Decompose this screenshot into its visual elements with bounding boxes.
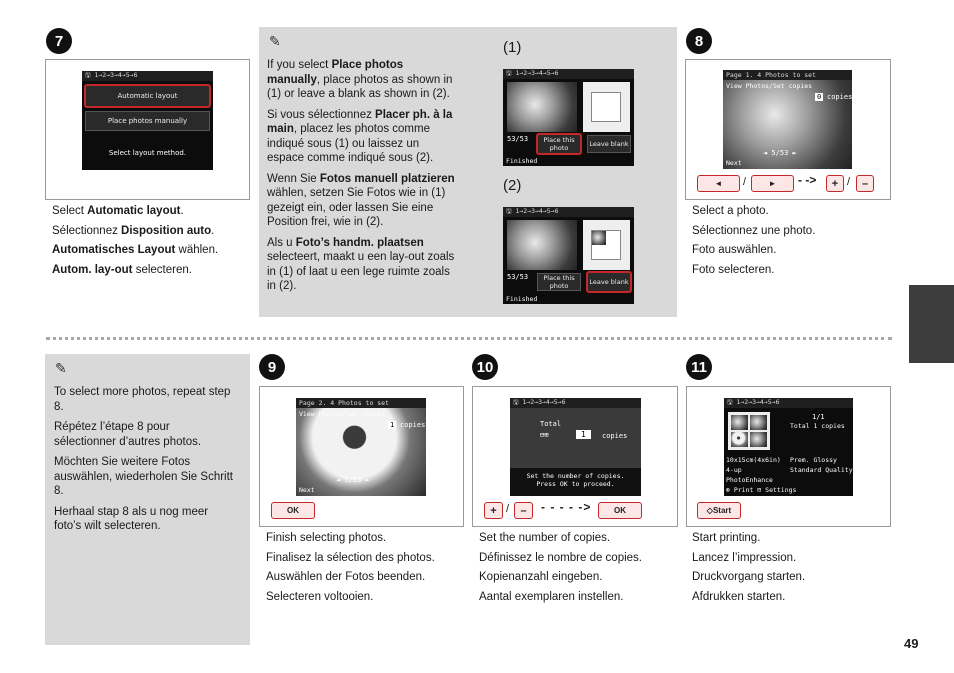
note-para: To select more photos, repeat step 8. xyxy=(54,386,231,413)
caption-line: Lancez l’impression. xyxy=(692,551,797,564)
caption-line: Selecteren voltooien. xyxy=(266,590,374,603)
note-box-repeat xyxy=(45,354,250,645)
step-11-lcd xyxy=(724,398,853,496)
copies-label: copies xyxy=(400,421,426,429)
lcd-header: 🖫 1→2→3→4→5→6 xyxy=(724,398,853,408)
slash: / xyxy=(847,176,851,188)
caption-line: Automatisches Layout wählen. xyxy=(52,244,219,256)
leave-blank-button[interactable]: Leave blank xyxy=(587,135,631,153)
copies-value: 0 xyxy=(817,93,822,101)
start-icon: ◇ xyxy=(706,506,713,515)
page-number: 49 xyxy=(904,636,919,651)
step-10-frame xyxy=(472,386,678,527)
note-box-manual-layout xyxy=(259,27,677,317)
copies-value: 1 xyxy=(390,421,395,429)
paper-type: Prem. Glossy xyxy=(790,456,837,464)
note-para: Herhaal stap 8 als u nog meer foto’s wilt selecteren. xyxy=(54,505,209,532)
step-11-badge: 11 xyxy=(686,354,712,380)
layout-preview xyxy=(583,82,630,132)
note-para: Möchten Sie weitere Fotos auswählen, wiederholen Sie Schritt 8. xyxy=(54,456,233,497)
caption-line: Afdrukken starten. xyxy=(692,590,786,603)
lcd-subheader: View Photos/Set copies xyxy=(299,410,386,418)
step-7-frame xyxy=(45,59,250,200)
label-1: (1) xyxy=(503,39,522,56)
copies-label: copies xyxy=(827,93,853,101)
place-this-photo-button[interactable]: Place this photo xyxy=(537,273,581,291)
caption-line: Aantal exemplaren instellen. xyxy=(479,590,624,603)
note-text xyxy=(267,58,457,300)
place-this-photo-button[interactable]: Place this photo xyxy=(536,133,582,155)
plus-key[interactable]: + xyxy=(826,175,844,192)
counter: 53/53 xyxy=(507,273,529,281)
lcd-message: Press OK to proceed. xyxy=(536,480,615,488)
step-8-frame xyxy=(685,59,891,200)
note-para: Répétez l’étape 8 pour sélectionner d’autres photos. xyxy=(54,421,202,448)
dashed-arrow-icon: - - - - -> xyxy=(541,500,592,514)
lcd-header: Page 2. 4 Photos to set xyxy=(296,398,426,408)
lcd-footer: Finished xyxy=(506,295,538,303)
caption-line: Finish selecting photos. xyxy=(266,532,387,544)
step-8-badge: 8 xyxy=(686,28,712,54)
section-tab xyxy=(909,285,954,363)
copies-label: copies xyxy=(602,432,628,440)
preview-photo xyxy=(507,220,577,270)
screen-1-lcd xyxy=(503,69,634,166)
note-para: Als u Foto’s handm. plaatsen selecteert, maakt u een lay-out zoals in (1) of laat u een lege ruimte zoals in (2). xyxy=(267,236,455,292)
lcd-footer: Finished xyxy=(506,157,538,165)
caption-line: Autom. lay-out selecteren. xyxy=(52,263,192,276)
note-text xyxy=(54,385,234,540)
placed-photo-thumb xyxy=(592,231,606,245)
quality-value: Standard Quality xyxy=(790,466,853,474)
caption-line: Select Automatic layout. xyxy=(52,205,184,217)
dashed-arrow-icon: - -> xyxy=(798,173,817,187)
counter: 53/53 xyxy=(507,135,529,143)
step-10-badge: 10 xyxy=(472,354,498,380)
layout-preview xyxy=(728,412,770,450)
left-arrow-key[interactable]: ◄ xyxy=(697,175,740,192)
thumb-2 xyxy=(750,415,767,430)
message-area xyxy=(510,468,641,496)
step-7-lcd xyxy=(82,71,213,170)
note-para: Si vous sélectionnez Placer ph. à la main, placez les photos comme indiqué sous (1) ou laissez un espace comme indiqué sous (2). xyxy=(267,108,453,164)
page-count: 1/1 xyxy=(812,413,825,421)
lcd-header: 🖫 1→2→3→4→5→6 xyxy=(503,207,634,217)
lcd-header: 🖫 1→2→3→4→5→6 xyxy=(503,69,634,79)
photo-counter: ◄ 5/53 ► xyxy=(763,149,797,157)
automatic-layout-option[interactable]: Automatic layout xyxy=(84,84,211,108)
step-7-caption xyxy=(52,202,247,280)
lcd-footer: Select layout method. xyxy=(108,149,187,157)
step-11-frame xyxy=(686,386,891,527)
slash: / xyxy=(506,503,510,515)
caption-line: Foto auswählen. xyxy=(692,244,777,256)
thumb-1 xyxy=(731,415,748,430)
step-7-badge: 7 xyxy=(46,28,72,54)
minus-key[interactable]: – xyxy=(856,175,874,192)
caption-line: Sélectionnez Disposition auto. xyxy=(52,224,215,237)
dotted-separator xyxy=(46,337,892,340)
thumb-3 xyxy=(731,432,748,447)
slash: / xyxy=(743,176,747,188)
label-2: (2) xyxy=(503,177,522,194)
lcd-header: 🖫 1→2→3→4→5→6 xyxy=(510,398,641,408)
photo-counter: ◄ 5/53 ► xyxy=(336,476,370,484)
caption-line: Finalisez la sélection des photos. xyxy=(266,551,435,564)
lcd-footer: ⊛ Print ⊟ Settings xyxy=(726,486,797,494)
plus-key[interactable]: + xyxy=(484,502,503,519)
caption-line: Définissez le nombre de copies. xyxy=(479,551,642,564)
minus-key[interactable]: – xyxy=(514,502,533,519)
total-label: Total xyxy=(540,420,562,428)
caption-line: Set the number of copies. xyxy=(479,532,611,544)
step-9-badge: 9 xyxy=(259,354,285,380)
note-para: If you select Place photos manually, place photos as shown in (1) or leave a blank as shown in (2). xyxy=(267,59,453,100)
step-9-caption xyxy=(266,529,461,607)
note-para: Wenn Sie Fotos manuell platzieren wählen, setzen Sie Fotos wie in (1) gezeigt ein, oder lassen Sie eine Position frei, wie in (2). xyxy=(267,172,455,228)
ok-key[interactable]: OK xyxy=(598,502,642,519)
step-9-lcd xyxy=(296,398,426,496)
layout-value: 4-up xyxy=(726,466,742,474)
place-photos-manually-option[interactable]: Place photos manually xyxy=(85,111,210,131)
total-copies: Total 1 copies xyxy=(790,422,845,430)
leave-blank-button[interactable]: Leave blank xyxy=(586,271,632,293)
thumb-4 xyxy=(750,432,767,447)
paper-size: 10x15cm(4x6in) xyxy=(726,456,781,464)
caption-line: Foto selecteren. xyxy=(692,263,775,276)
pencil-note-icon: ✎ xyxy=(269,33,281,49)
right-arrow-key[interactable]: ► xyxy=(751,175,794,192)
step-8-caption xyxy=(692,202,887,280)
plus-minus-icon: ⊟⊞ xyxy=(540,431,549,439)
layout-preview xyxy=(583,220,630,270)
step-9-frame xyxy=(259,386,464,527)
lcd-footer: Next xyxy=(299,486,315,494)
caption-line: Auswählen der Fotos beenden. xyxy=(266,571,426,583)
screen-2-lcd xyxy=(503,207,634,304)
start-key[interactable]: ◇ Start xyxy=(697,502,741,519)
step-8-lcd xyxy=(723,70,852,169)
step-11-caption xyxy=(692,529,887,607)
preview-photo xyxy=(507,82,577,132)
step-10-caption xyxy=(479,529,674,607)
lcd-subheader: View Photos/Set copies xyxy=(726,82,813,90)
copies-value: 1 xyxy=(576,430,591,439)
lcd-header: Page 1. 4 Photos to set xyxy=(723,70,852,80)
enhance-value: PhotoEnhance xyxy=(726,476,773,484)
pencil-note-icon: ✎ xyxy=(55,360,67,376)
caption-line: Druckvorgang starten. xyxy=(692,571,806,583)
step-10-lcd xyxy=(510,398,641,496)
caption-line: Start printing. xyxy=(692,532,761,544)
caption-line: Kopienanzahl eingeben. xyxy=(479,571,603,583)
caption-line: Select a photo. xyxy=(692,205,769,217)
caption-line: Sélectionnez une photo. xyxy=(692,224,816,237)
lcd-header: 🖫 1→2→3→4→5→6 xyxy=(82,71,213,81)
lcd-footer: Next xyxy=(726,159,742,167)
ok-key[interactable]: OK xyxy=(271,502,315,519)
layout-grid xyxy=(591,92,621,122)
lcd-message: Set the number of copies. xyxy=(526,472,625,480)
